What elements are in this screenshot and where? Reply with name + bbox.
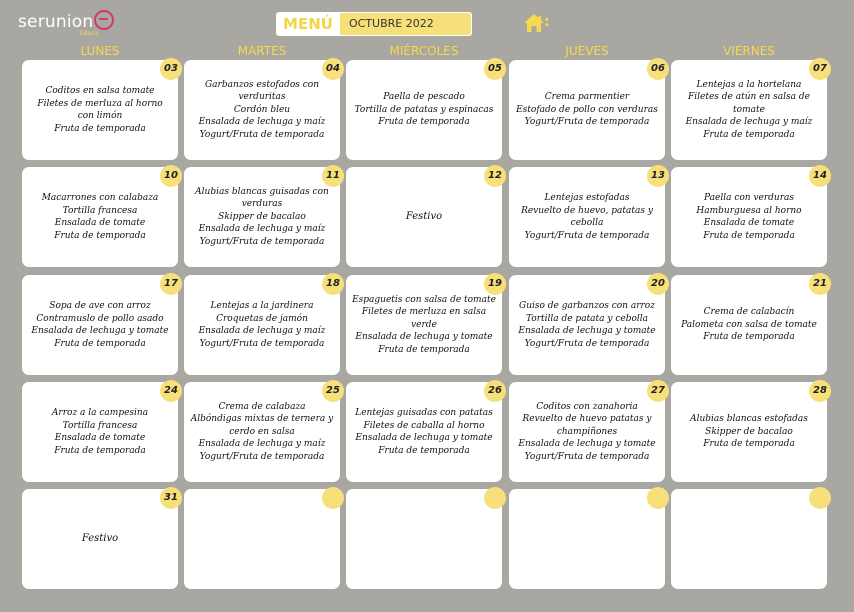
meal-item: Alubias blancas guisadas con verduras [195,186,329,210]
meal-item: Ensalada de lechuga y tomate [355,433,493,443]
meal-item: Hamburguesa al horno [696,205,802,216]
meal-list [677,167,821,267]
day-cell [346,60,502,160]
meal-item: Yogurt/Fruta de temporada [199,129,325,140]
meal-list [352,382,496,482]
logo-text: serunion [18,12,94,32]
day-header: VIERNES [723,44,775,58]
meal-item: Fruta de temporada [703,439,795,450]
meal-item: Palometa con salsa de tomate [681,319,817,330]
meal-list [677,60,821,160]
meal-item: Ensalada de tomate [54,218,146,228]
day-number-badge: 25 [322,380,344,402]
meal-item: Skipper de bacalao [705,426,793,437]
day-cell [22,60,178,160]
meal-item: Garbanzos estofados con verduritas [204,79,319,103]
meal-item: Yogurt/Fruta de temporada [524,451,650,462]
day-number-badge: 07 [809,58,831,80]
meal-item: Filetes de caballa al horno [363,420,485,431]
meal-item: Lentejas guisadas con patatas [355,408,493,418]
day-number-badge: 18 [322,273,344,295]
meal-item: Alubias blancas estofadas [690,414,808,425]
day-header: MIÉRCOLES [389,44,459,58]
meal-item: Coditos en salsa tomate [45,86,155,96]
meal-item: Crema de calabacín [703,307,795,318]
meal-item: Arroz a la campesina [51,408,149,418]
holiday-label: Festivo [405,210,443,222]
meal-item: Filetes de merluza al horno con limón [37,98,163,121]
day-cell [346,382,502,482]
meal-item: Yogurt/Fruta de temporada [199,236,325,247]
meal-item: Fruta de temporada [703,230,795,241]
day-cell [509,275,665,375]
day-cell [184,60,340,160]
meal-list [515,60,659,160]
meal-item: Contramuslo de pollo asado [36,313,164,324]
meal-list [28,382,172,482]
meal-item: Estofado de pollo con verduras [516,104,658,115]
day-header: LUNES [80,44,120,58]
day-number-badge: 06 [647,58,669,80]
meal-item: Macarrones con calabaza [41,193,159,203]
menu-month: OCTUBRE 2022 [340,13,471,35]
day-number-badge: 05 [484,58,506,80]
day-number-badge: 27 [647,380,669,402]
meal-list [677,489,821,589]
meal-item: Tortilla de patata y cebolla [525,313,649,324]
meal-item: Guiso de garbanzos con arroz [519,301,655,311]
meal-item: Fruta de temporada [378,344,470,355]
meal-list [28,167,172,267]
meal-list [515,167,659,267]
meal-item: Yogurt/Fruta de temporada [199,451,325,462]
day-cell [346,167,502,267]
meal-list [515,275,659,375]
meal-list [190,60,334,160]
meal-item: Espaguetis con salsa de tomate [352,294,496,305]
meal-list [352,60,496,160]
day-number-badge: 17 [160,273,182,295]
meal-item: Yogurt/Fruta de temporada [524,338,650,349]
meal-item: Fruta de temporada [703,129,795,140]
logo [18,10,114,37]
meal-list [28,60,172,160]
meal-item: Tortilla de patatas y espinacas [354,104,494,115]
day-cell [22,382,178,482]
meal-item: Paella de pescado [383,92,465,103]
day-cell [671,489,827,589]
day-cell [22,489,178,589]
meal-item: Filetes de merluza en salsa verde [361,307,487,330]
meal-item: Lentejas a la hortelana [696,79,802,90]
day-cell [509,167,665,267]
meal-list [190,167,334,267]
meal-item: Ensalada de tomate [54,433,146,443]
meal-item: Ensalada de lechuga y maíz [198,224,326,235]
meal-item: Yogurt/Fruta de temporada [199,338,325,349]
home-colon: : [544,14,550,30]
home-icon[interactable] [523,13,545,33]
meal-item: Revuelto de huevo, patatas y cebolla [521,205,653,228]
meal-list [677,275,821,375]
meal-item: Crema parmentier [544,92,630,103]
meal-list [352,275,496,375]
meal-item: Revuelto de huevo patatas y champiñones [522,414,652,437]
day-cell [22,167,178,267]
meal-item: Tortilla francesa [62,205,138,216]
meal-item: Ensalada de tomate [703,218,795,228]
meal-item: Filetes de atún en salsa de tomate [688,92,810,115]
meal-item: Crema de calabaza [218,401,306,412]
meal-list [515,382,659,482]
day-cell [184,167,340,267]
meal-list [28,275,172,375]
meal-item: Ensalada de lechuga y tomate [355,332,493,343]
meal-item: Coditos con zanahoria [536,401,638,412]
day-header: MARTES [237,44,287,58]
logo-subtitle: Educa [80,30,99,37]
day-number-badge: 31 [160,487,182,509]
meal-item: Lentejas a la jardinera [210,301,314,311]
meal-item: Fruta de temporada [378,117,470,128]
day-cell [671,275,827,375]
day-cell [671,167,827,267]
meal-item: Ensalada de lechuga y tomate [518,439,656,450]
day-cell [184,489,340,589]
day-cell [671,60,827,160]
meal-item: Fruta de temporada [54,123,146,134]
meal-item: Sopa de ave con arroz [49,301,151,311]
meal-item: Tortilla francesa [62,420,138,431]
day-number-badge: 13 [647,165,669,187]
meal-item: Lentejas estofadas [544,193,630,203]
day-cell [509,60,665,160]
meal-list [190,489,334,589]
meal-list [515,489,659,589]
day-cell [346,489,502,589]
meal-item: Ensalada de lechuga y maíz [198,117,326,128]
meal-item: Fruta de temporada [54,445,146,456]
meal-item: Paella con verduras [704,193,794,203]
day-number-badge: 20 [647,273,669,295]
meal-list [190,275,334,375]
menu-title-box [276,12,472,36]
meal-item: Ensalada de lechuga y tomate [518,326,656,336]
day-cell [184,382,340,482]
holiday-label: Festivo [81,532,119,544]
meal-item: Ensalada de lechuga y maíz [685,117,813,128]
meal-item: Yogurt/Fruta de temporada [524,230,650,241]
day-cell [509,489,665,589]
meal-item: Ensalada de lechuga y maíz [198,439,326,450]
meal-item: Fruta de temporada [54,230,146,241]
meal-item: Fruta de temporada [703,332,795,343]
meal-item: Fruta de temporada [378,445,470,456]
meal-item: Cordón bleu [233,104,291,115]
day-number-badge: 04 [322,58,344,80]
meal-list [677,382,821,482]
meal-list [352,167,496,267]
meal-item: Skipper de bacalao [218,211,306,222]
logo-mark-icon [94,10,114,30]
meal-list [190,382,334,482]
meal-item: Fruta de temporada [54,338,146,349]
day-number-badge: 03 [160,58,182,80]
meal-item: Ensalada de lechuga y tomate [31,326,169,336]
day-number-badge: 24 [160,380,182,402]
day-cell [22,275,178,375]
day-number-badge: 26 [484,380,506,402]
day-number-badge: 14 [809,165,831,187]
meal-item: Yogurt/Fruta de temporada [524,117,650,128]
day-number-badge: 11 [322,165,344,187]
menu-label: MENÚ [283,15,333,33]
meal-list [28,489,172,589]
meal-list [352,489,496,589]
day-number-badge: 28 [809,380,831,402]
day-cell [346,275,502,375]
day-number-badge: 21 [809,273,831,295]
day-cell [184,275,340,375]
day-header: JUEVES [565,44,609,58]
day-number-badge: 10 [160,165,182,187]
meal-item: Croquetas de jamón [216,313,308,324]
day-cell [509,382,665,482]
day-number-badge: 19 [484,273,506,295]
day-cell [671,382,827,482]
meal-item: Ensalada de lechuga y maíz [198,326,326,336]
meal-item: Albóndigas mixtas de ternera y cerdo en salsa [190,414,334,437]
day-number-badge: 12 [484,165,506,187]
